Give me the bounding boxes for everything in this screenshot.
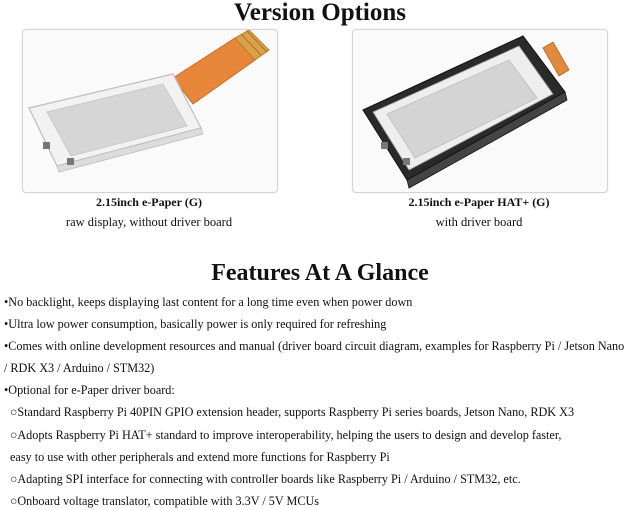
- epaper-hat-illustration: [353, 30, 607, 192]
- feature-subline: ○Standard Raspberry Pi 40PIN GPIO extension header, supports Raspberry Pi series boards, Jetson Nano, RDK X3: [10, 405, 575, 419]
- features-title: Features At A Glance: [211, 260, 429, 286]
- feature-subline: ○Adapting SPI interface for connecting with controller boards like Raspberry Pi / Arduino / STM32, etc.: [10, 472, 521, 486]
- feature-line: •Ultra low power consumption, basically power is only required for refreshing: [4, 317, 387, 331]
- feature-line: •Comes with online development resources and manual (driver board circuit diagram, examples for Raspberry Pi / Jetson Nano: [4, 339, 625, 353]
- feature-subline: easy to use with other peripherals and extend more functions for Raspberry Pi: [10, 450, 390, 464]
- feature-line: / RDK X3 / Arduino / STM32): [4, 361, 155, 375]
- feature-line: •Optional for e-Paper driver board:: [4, 383, 175, 397]
- version-options-title: Version Options: [233, 0, 407, 26]
- product-image-hat-board: [352, 29, 608, 193]
- option-description-raw: raw display, without driver board: [65, 215, 233, 229]
- product-image-raw-display: [22, 29, 278, 193]
- option-name-hat: 2.15inch e-Paper HAT+ (G): [408, 195, 550, 209]
- feature-subline: ○Adopts Raspberry Pi HAT+ standard to improve interoperability, helping the users to design and develop faster,: [10, 428, 562, 442]
- epaper-raw-illustration: [23, 30, 277, 192]
- feature-line: •No backlight, keeps displaying last content for a long time even when power down: [4, 295, 413, 309]
- feature-subline: ○Onboard voltage translator, compatible with 3.3V / 5V MCUs: [10, 494, 320, 508]
- option-description-hat: with driver board: [435, 215, 523, 229]
- option-name-raw: 2.15inch e-Paper (G): [95, 195, 203, 209]
